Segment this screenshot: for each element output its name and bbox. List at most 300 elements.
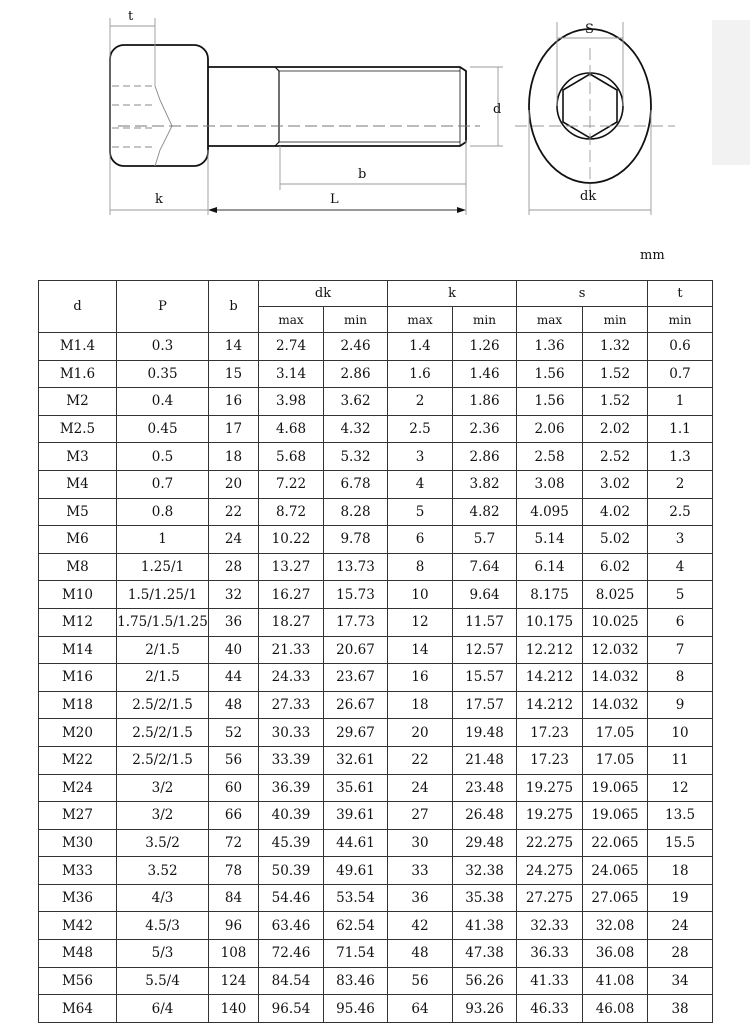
cell-d: M5 bbox=[39, 498, 117, 526]
cell-k-max: 64 bbox=[388, 995, 453, 1023]
cell-t-min: 24 bbox=[648, 912, 713, 940]
cell-k-min: 15.57 bbox=[453, 664, 517, 692]
table-row bbox=[39, 664, 713, 692]
cell-dk-min: 13.73 bbox=[324, 553, 388, 581]
cell-b: 84 bbox=[209, 884, 259, 912]
cell-dk-min: 44.61 bbox=[324, 829, 388, 857]
cell-dk-min: 6.78 bbox=[324, 470, 388, 498]
cell-dk-min: 49.61 bbox=[324, 857, 388, 885]
cell-d: M16 bbox=[39, 664, 117, 692]
table-row bbox=[39, 333, 713, 361]
table-row bbox=[39, 608, 713, 636]
cell-b: 28 bbox=[209, 553, 259, 581]
cell-t-min: 19 bbox=[648, 884, 713, 912]
header-p: P bbox=[117, 281, 209, 333]
cell-k-max: 6 bbox=[388, 526, 453, 554]
cell-k-max: 24 bbox=[388, 774, 453, 802]
cell-d: M18 bbox=[39, 691, 117, 719]
cell-dk-min: 29.67 bbox=[324, 719, 388, 747]
cell-k-max: 1.4 bbox=[388, 333, 453, 361]
cell-s-max: 19.275 bbox=[517, 774, 583, 802]
cell-dk-min: 3.62 bbox=[324, 388, 388, 416]
table-row bbox=[39, 912, 713, 940]
cell-d: M6 bbox=[39, 526, 117, 554]
cell-t-min: 3 bbox=[648, 526, 713, 554]
cell-k-max: 5 bbox=[388, 498, 453, 526]
cell-s-min: 41.08 bbox=[583, 967, 648, 995]
cell-k-min: 41.38 bbox=[453, 912, 517, 940]
cell-p: 2.5/2/1.5 bbox=[117, 746, 209, 774]
cell-dk-min: 9.78 bbox=[324, 526, 388, 554]
cell-t-min: 4 bbox=[648, 553, 713, 581]
cell-t-min: 15.5 bbox=[648, 829, 713, 857]
cell-dk-max: 45.39 bbox=[259, 829, 324, 857]
cell-dk-max: 63.46 bbox=[259, 912, 324, 940]
cell-dk-max: 27.33 bbox=[259, 691, 324, 719]
cell-s-min: 32.08 bbox=[583, 912, 648, 940]
cell-b: 66 bbox=[209, 802, 259, 830]
cell-k-min: 9.64 bbox=[453, 581, 517, 609]
cell-t-min: 5 bbox=[648, 581, 713, 609]
cell-p: 4.5/3 bbox=[117, 912, 209, 940]
cell-t-min: 7 bbox=[648, 636, 713, 664]
cell-k-min: 2.86 bbox=[453, 443, 517, 471]
cell-dk-max: 7.22 bbox=[259, 470, 324, 498]
cell-s-min: 19.065 bbox=[583, 802, 648, 830]
table-row bbox=[39, 443, 713, 471]
cell-k-min: 56.26 bbox=[453, 967, 517, 995]
cell-s-min: 19.065 bbox=[583, 774, 648, 802]
cell-p: 0.35 bbox=[117, 360, 209, 388]
cell-t-min: 8 bbox=[648, 664, 713, 692]
cell-t-min: 34 bbox=[648, 967, 713, 995]
cell-dk-max: 10.22 bbox=[259, 526, 324, 554]
cell-s-min: 17.05 bbox=[583, 746, 648, 774]
cell-d: M4 bbox=[39, 470, 117, 498]
cell-dk-max: 36.39 bbox=[259, 774, 324, 802]
cell-k-max: 1.6 bbox=[388, 360, 453, 388]
cell-k-max: 2 bbox=[388, 388, 453, 416]
header-t: t bbox=[648, 281, 713, 307]
subheader-k-max: max bbox=[388, 307, 453, 333]
cell-d: M30 bbox=[39, 829, 117, 857]
cell-s-min: 22.065 bbox=[583, 829, 648, 857]
cell-s-min: 4.02 bbox=[583, 498, 648, 526]
cell-p: 3/2 bbox=[117, 774, 209, 802]
cell-t-min: 2 bbox=[648, 470, 713, 498]
table-row bbox=[39, 746, 713, 774]
cell-p: 0.45 bbox=[117, 415, 209, 443]
cell-k-max: 18 bbox=[388, 691, 453, 719]
cell-s-min: 1.52 bbox=[583, 388, 648, 416]
cell-p: 1 bbox=[117, 526, 209, 554]
cell-dk-min: 71.54 bbox=[324, 940, 388, 968]
cell-d: M3 bbox=[39, 443, 117, 471]
cell-s-max: 14.212 bbox=[517, 691, 583, 719]
cell-k-min: 17.57 bbox=[453, 691, 517, 719]
table-row bbox=[39, 802, 713, 830]
cell-dk-min: 20.67 bbox=[324, 636, 388, 664]
cell-s-max: 4.095 bbox=[517, 498, 583, 526]
cell-dk-max: 13.27 bbox=[259, 553, 324, 581]
cell-dk-max: 18.27 bbox=[259, 608, 324, 636]
cell-p: 3/2 bbox=[117, 802, 209, 830]
cell-k-max: 2.5 bbox=[388, 415, 453, 443]
cell-d: M42 bbox=[39, 912, 117, 940]
cell-p: 0.7 bbox=[117, 470, 209, 498]
cell-p: 3.5/2 bbox=[117, 829, 209, 857]
cell-b: 16 bbox=[209, 388, 259, 416]
cell-k-max: 36 bbox=[388, 884, 453, 912]
cell-b: 52 bbox=[209, 719, 259, 747]
cell-s-min: 12.032 bbox=[583, 636, 648, 664]
table-row bbox=[39, 470, 713, 498]
cell-k-min: 11.57 bbox=[453, 608, 517, 636]
cell-p: 2.5/2/1.5 bbox=[117, 719, 209, 747]
bolt-head bbox=[110, 45, 208, 166]
cell-dk-max: 3.98 bbox=[259, 388, 324, 416]
cell-d: M10 bbox=[39, 581, 117, 609]
table-row bbox=[39, 967, 713, 995]
cell-dk-min: 95.46 bbox=[324, 995, 388, 1023]
cell-p: 0.8 bbox=[117, 498, 209, 526]
cell-k-min: 1.86 bbox=[453, 388, 517, 416]
cell-p: 2/1.5 bbox=[117, 664, 209, 692]
cell-s-max: 2.06 bbox=[517, 415, 583, 443]
cell-s-min: 36.08 bbox=[583, 940, 648, 968]
cell-b: 14 bbox=[209, 333, 259, 361]
cell-b: 15 bbox=[209, 360, 259, 388]
cell-dk-min: 23.67 bbox=[324, 664, 388, 692]
cell-b: 20 bbox=[209, 470, 259, 498]
cell-s-max: 19.275 bbox=[517, 802, 583, 830]
cell-t-min: 0.6 bbox=[648, 333, 713, 361]
table-row bbox=[39, 940, 713, 968]
table-row bbox=[39, 526, 713, 554]
cell-b: 140 bbox=[209, 995, 259, 1023]
table-row bbox=[39, 553, 713, 581]
cell-k-max: 10 bbox=[388, 581, 453, 609]
cell-b: 32 bbox=[209, 581, 259, 609]
cell-dk-max: 2.74 bbox=[259, 333, 324, 361]
subheader-s-min: min bbox=[583, 307, 648, 333]
cell-dk-min: 4.32 bbox=[324, 415, 388, 443]
header-d: d bbox=[39, 281, 117, 333]
cell-dk-min: 83.46 bbox=[324, 967, 388, 995]
cell-s-max: 3.08 bbox=[517, 470, 583, 498]
cell-b: 40 bbox=[209, 636, 259, 664]
cell-k-min: 3.82 bbox=[453, 470, 517, 498]
cell-k-min: 1.46 bbox=[453, 360, 517, 388]
cell-b: 36 bbox=[209, 608, 259, 636]
cell-d: M8 bbox=[39, 553, 117, 581]
table-row bbox=[39, 581, 713, 609]
cell-dk-min: 32.61 bbox=[324, 746, 388, 774]
cell-k-max: 56 bbox=[388, 967, 453, 995]
dimension-table bbox=[38, 280, 713, 1023]
cell-d: M2.5 bbox=[39, 415, 117, 443]
cell-d: M36 bbox=[39, 884, 117, 912]
table-row bbox=[39, 498, 713, 526]
cell-dk-max: 50.39 bbox=[259, 857, 324, 885]
cell-s-max: 8.175 bbox=[517, 581, 583, 609]
cell-k-max: 33 bbox=[388, 857, 453, 885]
cell-t-min: 2.5 bbox=[648, 498, 713, 526]
cell-p: 2/1.5 bbox=[117, 636, 209, 664]
cell-s-max: 14.212 bbox=[517, 664, 583, 692]
table-row bbox=[39, 636, 713, 664]
cell-t-min: 12 bbox=[648, 774, 713, 802]
cell-p: 3.52 bbox=[117, 857, 209, 885]
table-row bbox=[39, 388, 713, 416]
cell-k-min: 4.82 bbox=[453, 498, 517, 526]
label-k: k bbox=[155, 192, 163, 207]
cell-s-min: 46.08 bbox=[583, 995, 648, 1023]
cell-d: M22 bbox=[39, 746, 117, 774]
table-body bbox=[39, 333, 713, 1023]
unit-label: mm bbox=[640, 248, 665, 263]
cell-k-min: 93.26 bbox=[453, 995, 517, 1023]
bolt-technical-drawing bbox=[0, 0, 750, 240]
cell-dk-min: 15.73 bbox=[324, 581, 388, 609]
label-dk: dk bbox=[580, 189, 597, 204]
table-row bbox=[39, 884, 713, 912]
cell-dk-min: 53.54 bbox=[324, 884, 388, 912]
cell-k-max: 22 bbox=[388, 746, 453, 774]
cell-s-min: 24.065 bbox=[583, 857, 648, 885]
subheader-t-min: min bbox=[648, 307, 713, 333]
subheader-dk-min: min bbox=[324, 307, 388, 333]
cell-p: 4/3 bbox=[117, 884, 209, 912]
table-row bbox=[39, 829, 713, 857]
cell-p: 0.3 bbox=[117, 333, 209, 361]
cell-dk-max: 30.33 bbox=[259, 719, 324, 747]
cell-p: 2.5/2/1.5 bbox=[117, 691, 209, 719]
cell-t-min: 1.1 bbox=[648, 415, 713, 443]
cell-b: 22 bbox=[209, 498, 259, 526]
cell-k-max: 20 bbox=[388, 719, 453, 747]
cell-b: 78 bbox=[209, 857, 259, 885]
cell-t-min: 28 bbox=[648, 940, 713, 968]
cell-s-min: 6.02 bbox=[583, 553, 648, 581]
cell-s-max: 36.33 bbox=[517, 940, 583, 968]
cell-d: M56 bbox=[39, 967, 117, 995]
cell-t-min: 6 bbox=[648, 608, 713, 636]
cell-dk-min: 39.61 bbox=[324, 802, 388, 830]
cell-p: 5/3 bbox=[117, 940, 209, 968]
table-row bbox=[39, 774, 713, 802]
label-s: S bbox=[585, 22, 594, 37]
cell-k-max: 4 bbox=[388, 470, 453, 498]
cell-dk-max: 96.54 bbox=[259, 995, 324, 1023]
cell-s-min: 27.065 bbox=[583, 884, 648, 912]
cell-s-max: 17.23 bbox=[517, 746, 583, 774]
cell-s-max: 1.56 bbox=[517, 360, 583, 388]
cell-k-min: 26.48 bbox=[453, 802, 517, 830]
cell-dk-min: 8.28 bbox=[324, 498, 388, 526]
cell-k-max: 27 bbox=[388, 802, 453, 830]
header-dk: dk bbox=[259, 281, 388, 307]
cell-d: M33 bbox=[39, 857, 117, 885]
cell-s-min: 1.32 bbox=[583, 333, 648, 361]
cell-s-max: 22.275 bbox=[517, 829, 583, 857]
cell-dk-max: 21.33 bbox=[259, 636, 324, 664]
table-row bbox=[39, 995, 713, 1023]
cell-s-max: 41.33 bbox=[517, 967, 583, 995]
cell-s-max: 17.23 bbox=[517, 719, 583, 747]
cell-b: 48 bbox=[209, 691, 259, 719]
cell-s-min: 17.05 bbox=[583, 719, 648, 747]
cell-s-min: 3.02 bbox=[583, 470, 648, 498]
cell-dk-max: 24.33 bbox=[259, 664, 324, 692]
cell-dk-max: 72.46 bbox=[259, 940, 324, 968]
cell-p: 5.5/4 bbox=[117, 967, 209, 995]
cell-s-min: 2.52 bbox=[583, 443, 648, 471]
label-b: b bbox=[358, 167, 367, 182]
cell-d: M64 bbox=[39, 995, 117, 1023]
cell-k-max: 8 bbox=[388, 553, 453, 581]
table-row bbox=[39, 415, 713, 443]
cell-s-min: 1.52 bbox=[583, 360, 648, 388]
table-row bbox=[39, 857, 713, 885]
cell-s-max: 1.36 bbox=[517, 333, 583, 361]
cell-t-min: 1 bbox=[648, 388, 713, 416]
cell-s-max: 46.33 bbox=[517, 995, 583, 1023]
cell-b: 108 bbox=[209, 940, 259, 968]
cell-b: 60 bbox=[209, 774, 259, 802]
cell-s-min: 10.025 bbox=[583, 608, 648, 636]
cell-b: 44 bbox=[209, 664, 259, 692]
cell-d: M48 bbox=[39, 940, 117, 968]
cell-dk-max: 5.68 bbox=[259, 443, 324, 471]
cell-dk-max: 54.46 bbox=[259, 884, 324, 912]
subheader-dk-max: max bbox=[259, 307, 324, 333]
cell-k-min: 5.7 bbox=[453, 526, 517, 554]
cell-s-min: 8.025 bbox=[583, 581, 648, 609]
cell-b: 24 bbox=[209, 526, 259, 554]
cell-d: M2 bbox=[39, 388, 117, 416]
cell-t-min: 9 bbox=[648, 691, 713, 719]
cell-b: 124 bbox=[209, 967, 259, 995]
cell-s-min: 2.02 bbox=[583, 415, 648, 443]
table-row bbox=[39, 719, 713, 747]
cell-s-max: 6.14 bbox=[517, 553, 583, 581]
cell-dk-min: 35.61 bbox=[324, 774, 388, 802]
cell-dk-max: 16.27 bbox=[259, 581, 324, 609]
cell-s-min: 14.032 bbox=[583, 664, 648, 692]
cell-k-max: 30 bbox=[388, 829, 453, 857]
cell-d: M1.4 bbox=[39, 333, 117, 361]
cell-dk-max: 40.39 bbox=[259, 802, 324, 830]
cell-s-max: 1.56 bbox=[517, 388, 583, 416]
table-row bbox=[39, 360, 713, 388]
cell-t-min: 1.3 bbox=[648, 443, 713, 471]
cell-dk-min: 2.46 bbox=[324, 333, 388, 361]
cell-dk-max: 84.54 bbox=[259, 967, 324, 995]
cell-dk-min: 17.73 bbox=[324, 608, 388, 636]
cell-p: 0.4 bbox=[117, 388, 209, 416]
subheader-k-min: min bbox=[453, 307, 517, 333]
cell-k-max: 48 bbox=[388, 940, 453, 968]
cell-k-max: 14 bbox=[388, 636, 453, 664]
label-L: L bbox=[330, 192, 339, 207]
cell-dk-max: 33.39 bbox=[259, 746, 324, 774]
bolt-shank bbox=[208, 67, 466, 146]
cell-dk-min: 5.32 bbox=[324, 443, 388, 471]
cell-d: M24 bbox=[39, 774, 117, 802]
cell-dk-min: 62.54 bbox=[324, 912, 388, 940]
cell-d: M1.6 bbox=[39, 360, 117, 388]
cell-k-min: 2.36 bbox=[453, 415, 517, 443]
table-row bbox=[39, 691, 713, 719]
cell-k-min: 47.38 bbox=[453, 940, 517, 968]
cell-k-min: 21.48 bbox=[453, 746, 517, 774]
cell-k-max: 12 bbox=[388, 608, 453, 636]
cell-k-max: 16 bbox=[388, 664, 453, 692]
cell-k-min: 1.26 bbox=[453, 333, 517, 361]
cell-k-min: 12.57 bbox=[453, 636, 517, 664]
cell-t-min: 38 bbox=[648, 995, 713, 1023]
cell-s-max: 12.212 bbox=[517, 636, 583, 664]
cell-p: 1.75/1.5/1.25 bbox=[117, 608, 209, 636]
cell-s-max: 27.275 bbox=[517, 884, 583, 912]
cell-p: 0.5 bbox=[117, 443, 209, 471]
header-s: s bbox=[517, 281, 648, 307]
cell-t-min: 11 bbox=[648, 746, 713, 774]
cell-p: 6/4 bbox=[117, 995, 209, 1023]
cell-dk-min: 26.67 bbox=[324, 691, 388, 719]
cell-b: 96 bbox=[209, 912, 259, 940]
cell-k-min: 19.48 bbox=[453, 719, 517, 747]
cell-k-min: 32.38 bbox=[453, 857, 517, 885]
header-k: k bbox=[388, 281, 517, 307]
cell-b: 56 bbox=[209, 746, 259, 774]
cell-dk-min: 2.86 bbox=[324, 360, 388, 388]
cell-dk-max: 4.68 bbox=[259, 415, 324, 443]
cell-b: 17 bbox=[209, 415, 259, 443]
cell-s-max: 32.33 bbox=[517, 912, 583, 940]
cell-t-min: 0.7 bbox=[648, 360, 713, 388]
cell-d: M12 bbox=[39, 608, 117, 636]
label-t: t bbox=[128, 9, 134, 24]
subheader-s-max: max bbox=[517, 307, 583, 333]
cell-s-max: 2.58 bbox=[517, 443, 583, 471]
cell-b: 72 bbox=[209, 829, 259, 857]
cell-d: M27 bbox=[39, 802, 117, 830]
cell-s-min: 5.02 bbox=[583, 526, 648, 554]
cell-b: 18 bbox=[209, 443, 259, 471]
cell-p: 1.5/1.25/1 bbox=[117, 581, 209, 609]
cell-s-min: 14.032 bbox=[583, 691, 648, 719]
cell-k-max: 3 bbox=[388, 443, 453, 471]
cell-d: M20 bbox=[39, 719, 117, 747]
cell-dk-max: 8.72 bbox=[259, 498, 324, 526]
cell-k-min: 7.64 bbox=[453, 553, 517, 581]
header-b: b bbox=[209, 281, 259, 333]
cell-d: M14 bbox=[39, 636, 117, 664]
cell-k-min: 29.48 bbox=[453, 829, 517, 857]
cell-t-min: 10 bbox=[648, 719, 713, 747]
label-d: d bbox=[493, 102, 502, 117]
cell-p: 1.25/1 bbox=[117, 553, 209, 581]
cell-t-min: 18 bbox=[648, 857, 713, 885]
cell-k-min: 23.48 bbox=[453, 774, 517, 802]
cell-t-min: 13.5 bbox=[648, 802, 713, 830]
cell-s-max: 10.175 bbox=[517, 608, 583, 636]
cell-dk-max: 3.14 bbox=[259, 360, 324, 388]
cell-k-min: 35.38 bbox=[453, 884, 517, 912]
cell-k-max: 42 bbox=[388, 912, 453, 940]
